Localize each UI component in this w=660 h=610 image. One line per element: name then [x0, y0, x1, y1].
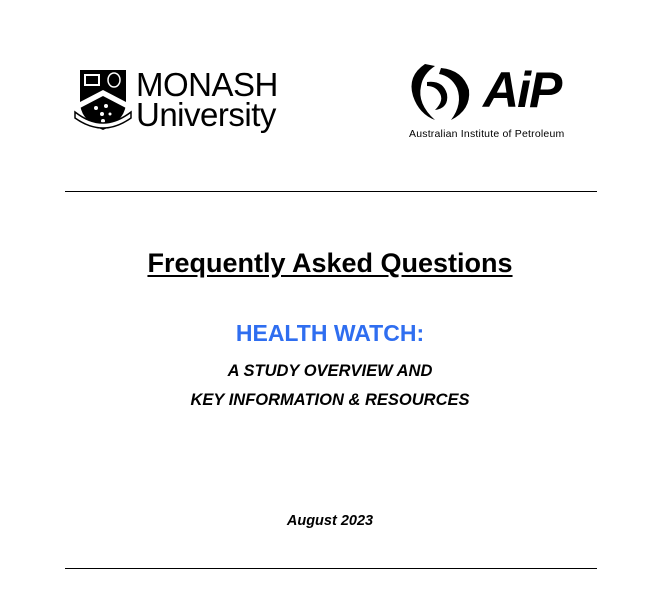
aip-logo [405, 58, 595, 144]
aip-logo-mark: AiP [483, 62, 561, 118]
page-title: Frequently Asked Questions [147, 248, 513, 278]
monash-crest-icon [74, 68, 132, 134]
monash-logo [74, 68, 294, 138]
document-subtitle: HEALTH WATCH: [235, 320, 425, 346]
monash-logo-line1: MONASH [136, 66, 278, 103]
aip-logo-subtitle: Australian Institute of Petroleum [409, 128, 565, 140]
tagline-line-2: KEY INFORMATION & RESOURCES [190, 391, 470, 409]
bottom-divider [65, 568, 597, 569]
aip-globe-icon [405, 60, 475, 124]
monash-logo-line2: University [136, 96, 276, 133]
tagline-line-1: A STUDY OVERVIEW AND [227, 362, 433, 380]
top-divider [65, 191, 597, 192]
document-date: August 2023 [286, 513, 374, 529]
